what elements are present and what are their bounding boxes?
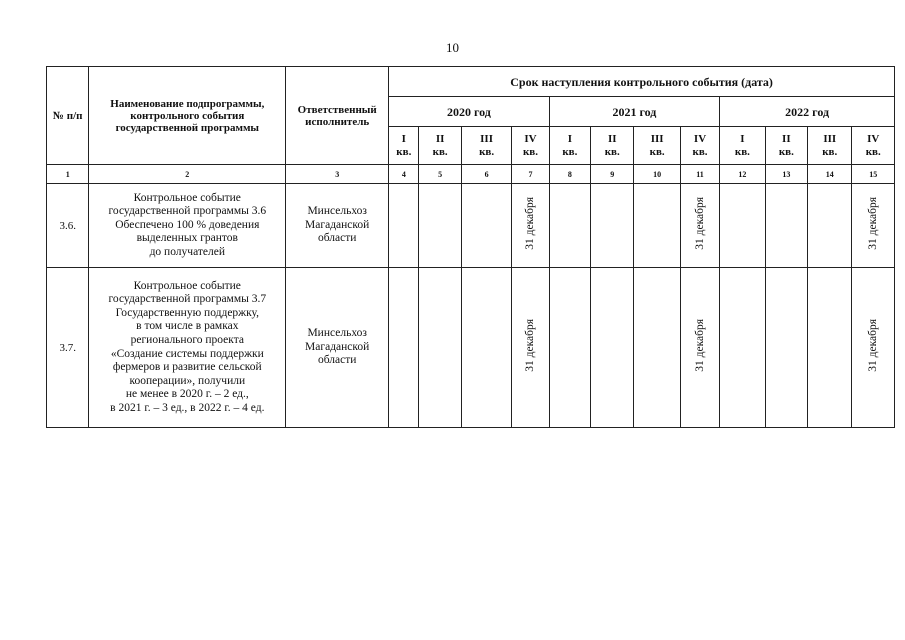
quarter-date-cell [634,184,680,268]
quarter-abbr: кв. [822,145,838,158]
column-number: 8 [549,165,590,184]
header-num: № п/п [47,67,89,165]
column-number: 15 [852,165,895,184]
quarter-numeral: III [650,132,664,145]
row-number: 3.7. [47,268,89,428]
executor [286,184,389,268]
executor-line: Магаданской [305,218,370,231]
quarter-abbr: кв. [692,145,708,158]
quarter-date-cell [680,268,719,428]
quarter-numeral: IV [524,132,537,145]
quarter-date-cell [852,184,895,268]
header-quarter [680,127,719,165]
event-name-line: в том числе в рамках [136,320,239,333]
header-name: Наименование подпрограммы, контрольного события государственной программы [89,67,286,165]
quarter-date-cell [720,268,765,428]
quarter-date-cell [680,184,719,268]
quarter-abbr: кв. [396,145,412,158]
quarter-date-cell [852,268,895,428]
quarter-numeral: II [782,132,791,145]
event-name-line: кооперации», получили [129,374,246,387]
column-number: 12 [720,165,765,184]
executor [286,268,389,428]
column-number: 9 [591,165,634,184]
quarter-abbr: кв. [432,145,448,158]
quarter-abbr: кв. [522,145,538,158]
quarter-date-cell [512,184,549,268]
quarter-date-cell [389,184,419,268]
table-row [47,184,895,268]
header-quarter [852,127,895,165]
header-term: Срок наступления контрольного события (дата) [389,67,895,97]
column-number: 4 [389,165,419,184]
quarter-abbr: кв. [865,145,881,158]
column-number: 2 [89,165,286,184]
page-number: 10 [446,40,459,55]
table-row [47,268,895,428]
column-number: 13 [765,165,807,184]
quarter-date-cell [512,268,549,428]
event-name-line: фермеров и развитие сельской [112,361,262,374]
header-quarter [720,127,765,165]
column-number: 11 [680,165,719,184]
column-number: 10 [634,165,680,184]
row-number: 3.6. [47,184,89,268]
quarter-numeral: III [480,132,493,145]
header-quarter [591,127,634,165]
quarter-numeral: II [435,132,445,145]
column-number: 6 [461,165,511,184]
event-name-line: в 2021 г. – 3 ед., в 2022 г. – 4 ед. [110,401,265,414]
quarter-abbr: кв. [649,145,665,158]
event-name-line: Государственную поддержку, [115,306,260,319]
event-name-line: до получателей [149,245,226,258]
quarter-date-cell [461,268,511,428]
quarter-abbr: кв. [479,145,495,158]
deadline-date: 31 декабря [866,196,879,250]
executor-line: Минсельхоз [307,327,367,340]
executor-line: области [317,354,357,367]
header-year-2022: 2022 год [720,97,895,127]
executor-line: Минсельхоз [307,205,367,218]
executor-line: области [317,232,357,245]
quarter-numeral: II [607,132,617,145]
header-quarter [461,127,511,165]
quarter-date-cell [461,184,511,268]
quarter-abbr: кв. [604,145,620,158]
quarter-date-cell [419,184,461,268]
event-name [89,184,286,268]
quarter-abbr: кв. [734,145,750,158]
event-name-line: Обеспечено 100 % доведения [115,218,260,231]
header-quarter [634,127,680,165]
quarter-date-cell [720,184,765,268]
quarter-abbr: кв. [778,145,794,158]
quarter-date-cell [549,184,590,268]
quarter-date-cell [591,268,634,428]
deadline-date: 31 декабря [693,196,706,250]
header-year-2020: 2020 год [389,97,549,127]
quarter-date-cell [808,268,852,428]
event-name [89,268,286,428]
quarter-numeral: III [823,132,837,145]
deadline-date: 31 декабря [866,318,879,372]
column-number: 5 [419,165,461,184]
event-name-line: «Создание системы поддержки [110,347,264,360]
quarter-date-cell [634,268,680,428]
event-name-line: выделенных грантов [136,232,238,245]
event-name-line: государственной программы 3.6 [108,205,267,218]
column-number: 7 [512,165,549,184]
header-quarter [549,127,590,165]
header-quarter [419,127,461,165]
event-name-line: государственной программы 3.7 [108,293,267,306]
event-name-line: регионального проекта [130,333,244,346]
executor-line: Магаданской [305,340,370,353]
quarter-numeral: I [740,132,745,145]
deadline-date: 31 декабря [693,318,706,372]
column-number: 14 [808,165,852,184]
quarter-date-cell [549,268,590,428]
header-quarter [512,127,549,165]
column-number: 3 [286,165,389,184]
header-executor: Ответственный исполнитель [286,67,389,165]
quarter-date-cell [389,268,419,428]
quarter-date-cell [591,184,634,268]
header-quarter [765,127,807,165]
event-name-line: Контрольное событие [133,279,241,292]
event-name-line: не менее в 2020 г. – 2 ед., [125,388,249,401]
quarter-date-cell [419,268,461,428]
quarter-abbr: кв. [562,145,578,158]
deadline-date: 31 декабря [523,318,536,372]
column-number: 1 [47,165,89,184]
quarter-date-cell [765,184,807,268]
quarter-date-cell [808,184,852,268]
header-year-2021: 2021 год [549,97,720,127]
event-name-line: Контрольное событие [133,191,241,204]
deadline-date: 31 декабря [523,196,536,250]
control-events-table [46,66,895,428]
header-quarter [389,127,419,165]
quarter-numeral: IV [867,132,880,145]
quarter-numeral: I [401,132,406,145]
header-quarter [808,127,852,165]
quarter-numeral: IV [693,132,707,145]
quarter-numeral: I [567,132,572,145]
quarter-date-cell [765,268,807,428]
